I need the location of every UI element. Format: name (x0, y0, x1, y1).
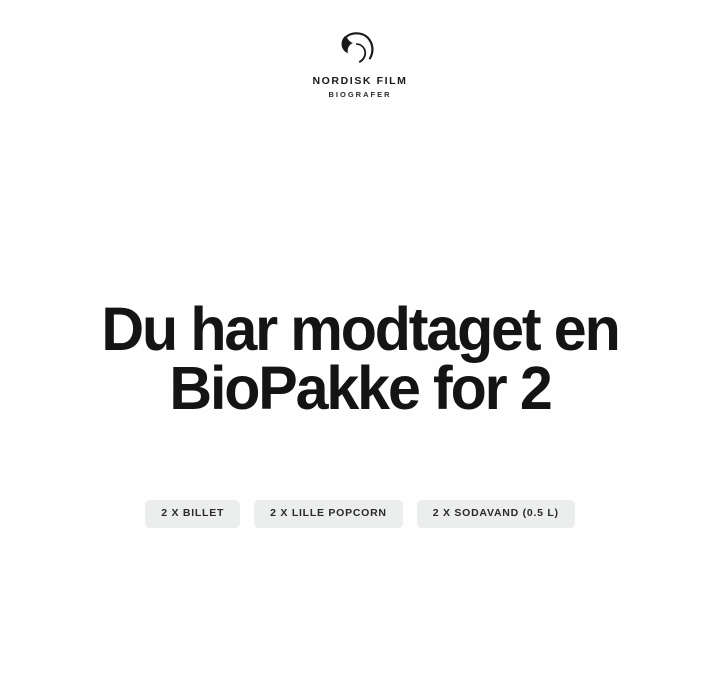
headline-line-1: Du har modtaget en (101, 295, 619, 363)
list-item: 2 X LILLE POPCORN (254, 500, 403, 528)
headline-line-2: BioPakke for 2 (169, 353, 551, 422)
brand-header (280, 30, 440, 99)
list-item: 2 X BILLET (145, 500, 240, 528)
list-item: 2 X SODAVAND (0.5 L) (417, 500, 575, 528)
brand-subtitle: BIOGRAFER (328, 89, 392, 99)
headline-block (0, 295, 720, 422)
polar-bear-icon (332, 30, 388, 70)
package-contents-list (0, 500, 720, 528)
page-title (88, 295, 631, 422)
brand-name: NORDISK FILM (312, 75, 408, 87)
